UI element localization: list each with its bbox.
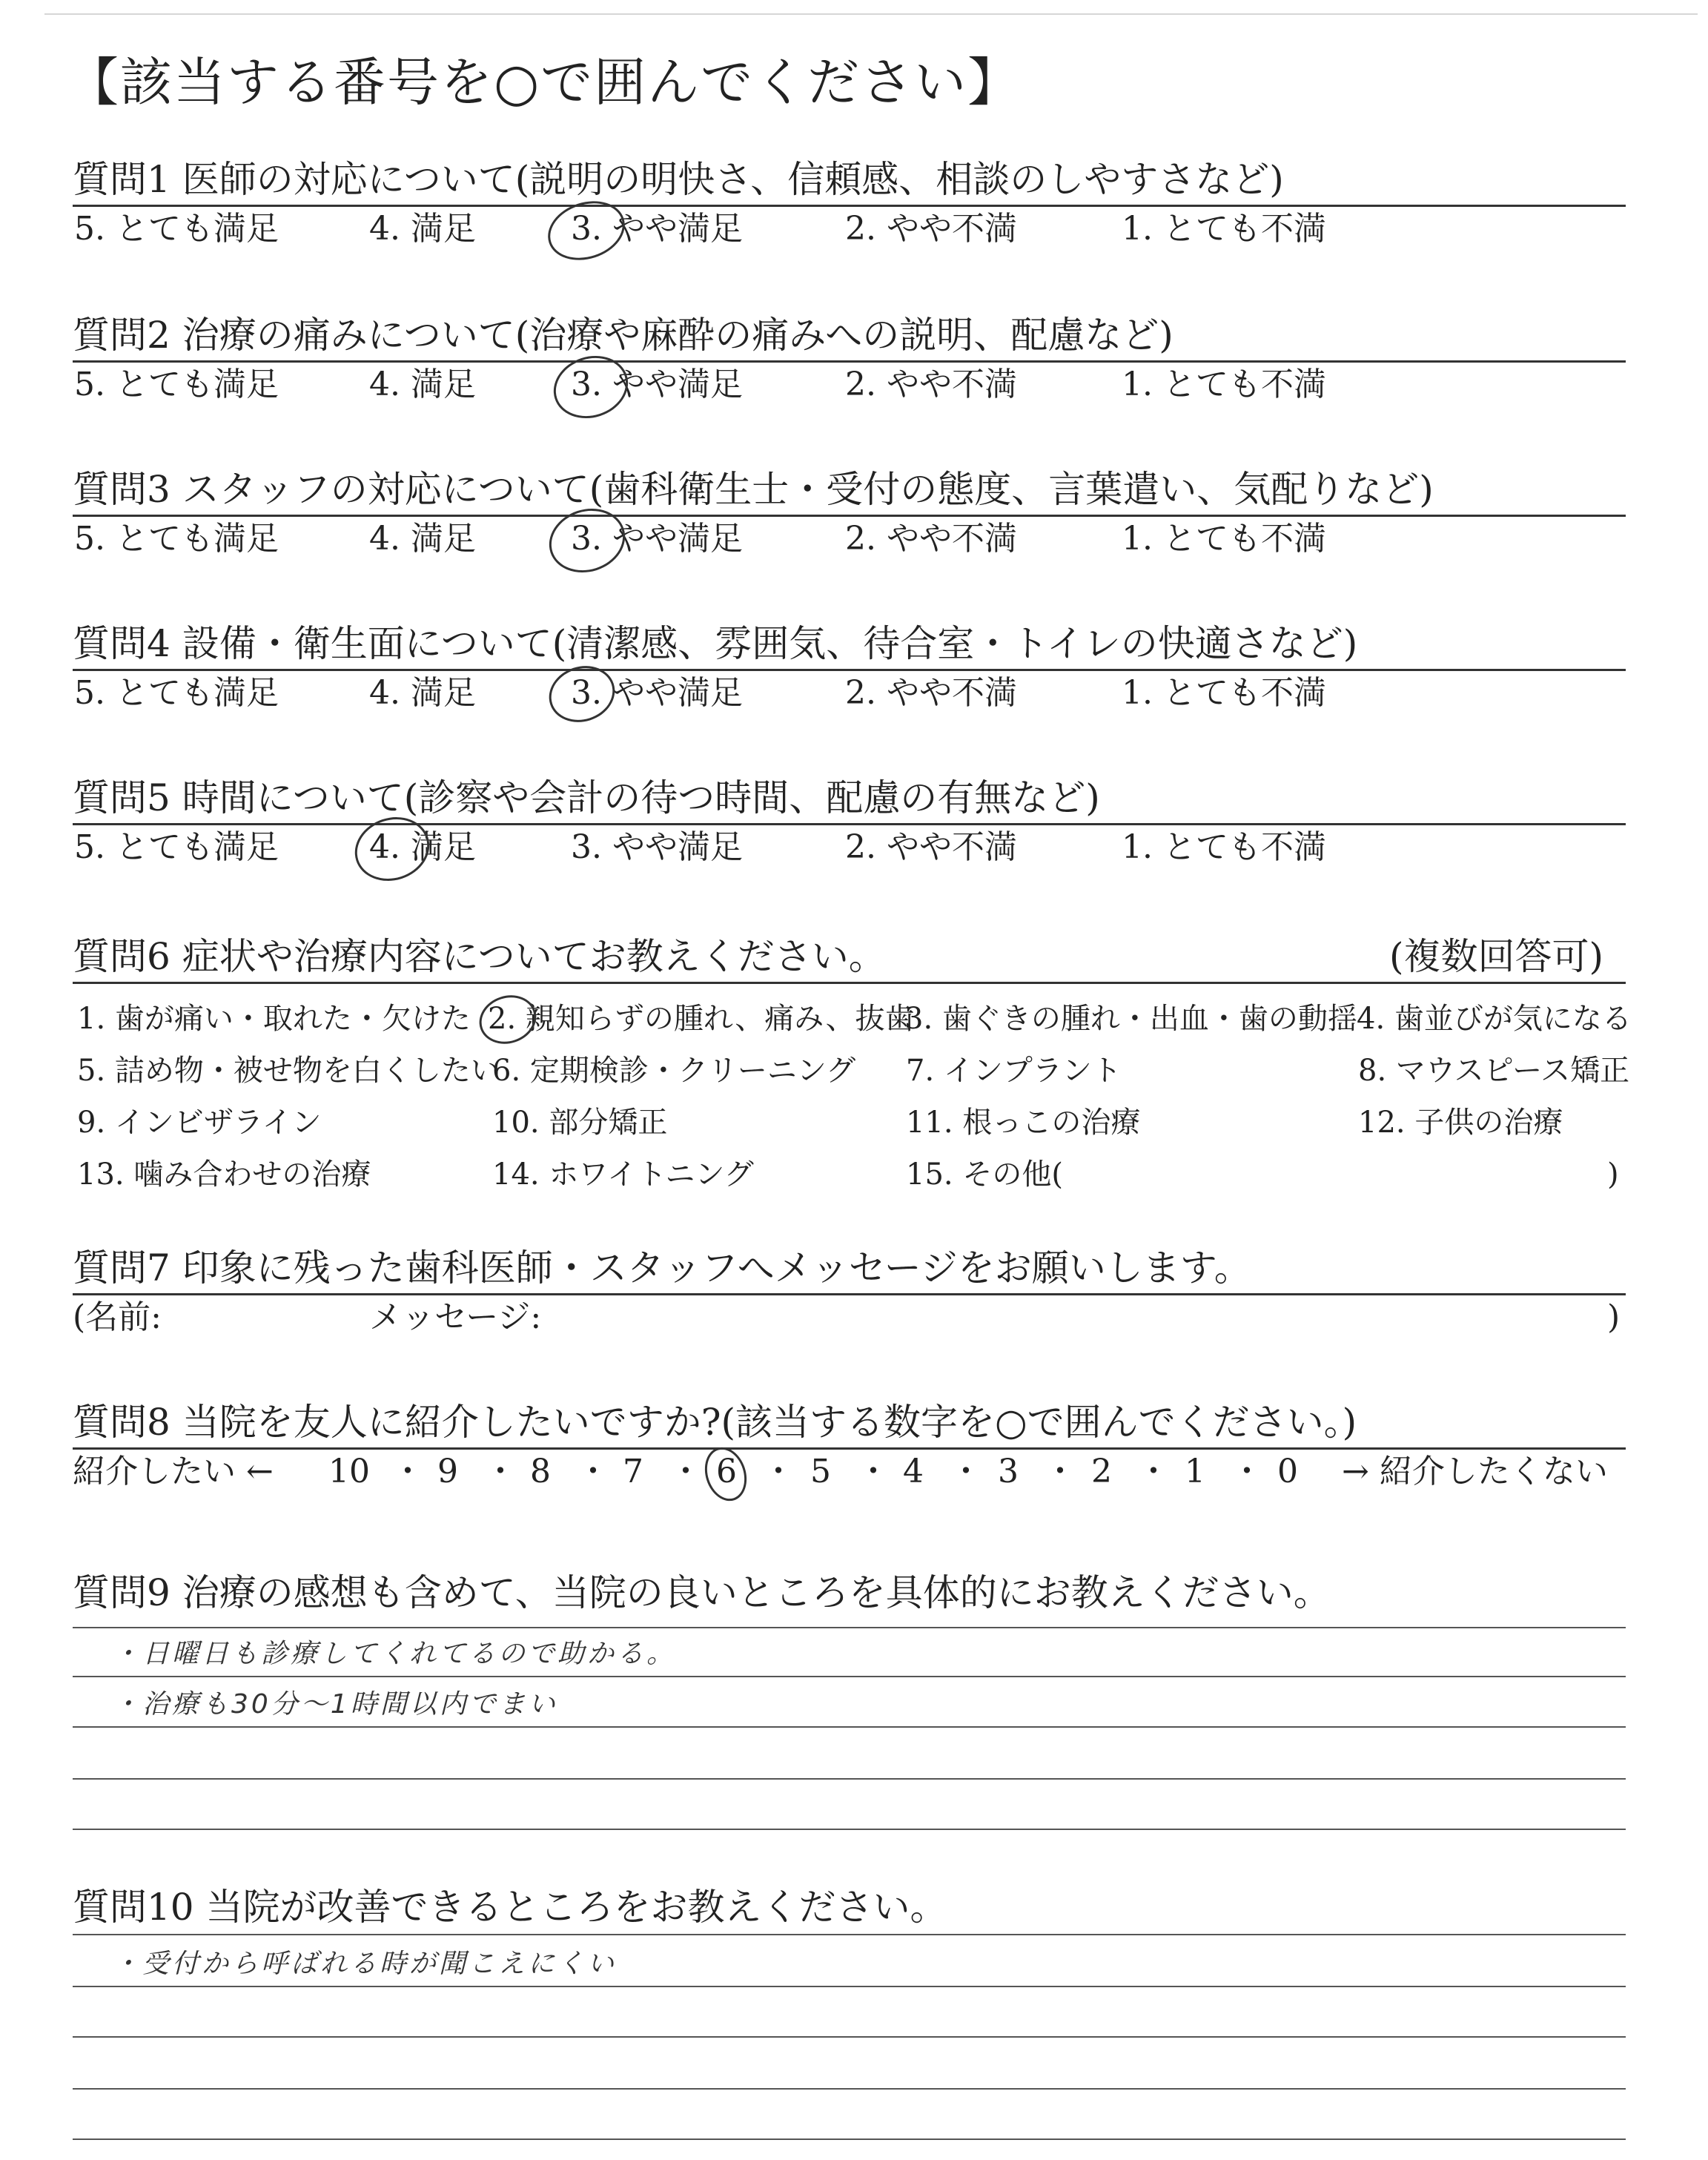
scale-dot: ・: [1044, 1453, 1076, 1490]
question-1: [73, 157, 1626, 251]
option-3[interactable]: 3. やや満足: [571, 828, 743, 866]
question-6-label: 質問6 症状や治療内容についてお教えください。: [73, 935, 886, 978]
question-5-label: 質問5 時間について(診察や会計の待つ時間、配慮の有無など): [73, 776, 1100, 819]
scale-2[interactable]: 2: [1091, 1453, 1112, 1490]
option-1[interactable]: 1. とても不満: [1122, 828, 1326, 866]
option-3[interactable]: 3. やや満足: [571, 366, 743, 403]
question-7-label: 質問7 印象に残った歯科医師・スタッフへメッセージをお願いします。: [73, 1246, 1251, 1289]
answer-line: [73, 2036, 1626, 2038]
treatment-option[interactable]: 3. 歯ぐきの腫れ・出血・歯の動揺: [904, 1002, 1357, 1036]
treatment-option[interactable]: 11. 根っこの治療: [906, 1106, 1141, 1140]
question-9: [73, 1571, 1626, 1615]
treatment-option[interactable]: 5. 詰め物・被せ物を白くしたい: [77, 1054, 500, 1088]
scale-0[interactable]: 0: [1277, 1453, 1298, 1490]
question-1-label: 質問1 医師の対応について(説明の明快さ、信頼感、相談のしやすさなど): [73, 158, 1284, 201]
answer-line: [73, 1627, 1626, 1628]
question-4-label: 質問4 設備・衛生面について(清潔感、雰囲気、待合室・トイレの快適さなど): [73, 622, 1358, 665]
treatment-option[interactable]: 2. 親知らずの腫れ、痛み、抜歯: [488, 1002, 915, 1036]
scale-dot: ・: [950, 1453, 982, 1490]
option-4[interactable]: 4. 満足: [369, 828, 476, 866]
multiple-answers-note: (複数回答可): [1388, 935, 1603, 978]
option-2[interactable]: 2. やや不満: [845, 674, 1017, 712]
treatment-option[interactable]: 9. インビザライン: [77, 1106, 322, 1140]
question-8: [73, 1400, 1626, 1494]
question-4-options: [73, 671, 1626, 716]
scale-dot: ・: [577, 1453, 609, 1490]
treatment-option[interactable]: 7. インプラント: [906, 1054, 1122, 1088]
question-2-options: [73, 363, 1626, 407]
page-title: 【該当する番号を○で囲んでください】: [67, 52, 1022, 113]
scale-dot: ・: [762, 1453, 795, 1490]
treatment-option-other[interactable]: 15. その他(: [906, 1157, 1063, 1192]
scale-dot: ・: [857, 1453, 890, 1490]
question-6: [73, 934, 1632, 1199]
option-2[interactable]: 2. やや不満: [845, 366, 1017, 403]
option-3[interactable]: 3. やや満足: [571, 520, 743, 558]
question-3: [73, 467, 1626, 561]
question-6-header: [73, 934, 1626, 979]
selection-circle: [347, 807, 438, 890]
question-2-label: 質問2 治療の痛みについて(治療や麻酔の痛みへの説明、配慮など): [73, 314, 1174, 357]
scale-left-label: 紹介したい ←: [73, 1453, 274, 1490]
selection-circle: [546, 346, 636, 428]
answer-line: [73, 2138, 1626, 2140]
scale-9[interactable]: 9: [437, 1453, 458, 1490]
scale-8[interactable]: 8: [530, 1453, 551, 1490]
scale-right-label: → 紹介したくない: [1342, 1453, 1608, 1490]
answer-line: [73, 1934, 1626, 1935]
option-2[interactable]: 2. やや不満: [845, 520, 1017, 558]
option-2[interactable]: 2. やや不満: [845, 210, 1017, 248]
option-5[interactable]: 5. とても満足: [74, 210, 279, 248]
scale-6[interactable]: 6: [716, 1453, 737, 1490]
scale-10[interactable]: 10: [328, 1453, 370, 1490]
message-label: メッセージ:: [369, 1298, 542, 1336]
treatment-option[interactable]: 13. 噛み合わせの治療: [77, 1157, 371, 1192]
treatment-option[interactable]: 1. 歯が痛い・取れた・欠けた: [77, 1002, 471, 1036]
question-10: [73, 1885, 1626, 1929]
option-1[interactable]: 1. とても不満: [1122, 210, 1326, 248]
treatment-option[interactable]: 8. マウスピース矯正: [1358, 1054, 1630, 1088]
selection-circle: [698, 1441, 753, 1506]
answer-line: [73, 1829, 1626, 1830]
option-4[interactable]: 4. 満足: [369, 674, 476, 712]
other-close-paren: ): [1607, 1157, 1619, 1192]
option-5[interactable]: 5. とても満足: [74, 828, 279, 866]
question-9-label: 質問9 治療の感想も含めて、当院の良いところを具体的にお教えください。: [73, 1571, 1331, 1614]
question-3-options: [73, 517, 1626, 561]
top-divider: [44, 13, 1698, 15]
selection-circle: [473, 988, 543, 1051]
question-5: [73, 776, 1626, 870]
name-label: (名前:: [73, 1298, 162, 1336]
option-5[interactable]: 5. とても満足: [74, 366, 279, 403]
scale-3[interactable]: 3: [998, 1453, 1019, 1490]
option-4[interactable]: 4. 満足: [369, 210, 476, 248]
answer-line: [73, 1726, 1626, 1728]
option-1[interactable]: 1. とても不満: [1122, 674, 1326, 712]
option-1[interactable]: 1. とても不満: [1122, 366, 1326, 403]
question-7-fields: [73, 1295, 1626, 1340]
answer-line: [73, 1778, 1626, 1780]
question-2: [73, 313, 1626, 407]
scale-dot: ・: [484, 1453, 517, 1490]
scale-5[interactable]: 5: [810, 1453, 831, 1490]
question-4: [73, 621, 1626, 716]
scale-7[interactable]: 7: [623, 1453, 643, 1490]
scale-1[interactable]: 1: [1185, 1453, 1205, 1490]
option-4[interactable]: 4. 満足: [369, 520, 476, 558]
answer-line: [73, 2088, 1626, 2090]
option-4[interactable]: 4. 満足: [369, 366, 476, 403]
question-7: [73, 1246, 1626, 1340]
handwritten-answer: ・受付から呼ばれる時が聞こえにくい: [113, 1949, 618, 1979]
question-3-label: 質問3 スタッフの対応について(歯科衛生士・受付の態度、言葉遣い、気配りなど): [73, 468, 1434, 511]
treatment-option[interactable]: 6. 定期検診・クリーニング: [492, 1054, 856, 1088]
scale-dot: ・: [391, 1453, 424, 1490]
option-2[interactable]: 2. やや不満: [845, 828, 1017, 866]
scale-dot: ・: [1231, 1453, 1263, 1490]
treatment-option[interactable]: 12. 子供の治療: [1358, 1106, 1563, 1140]
option-1[interactable]: 1. とても不満: [1122, 520, 1326, 558]
question-6-options: [73, 984, 1632, 1199]
question-5-options: [73, 825, 1626, 870]
recommend-scale: [73, 1450, 1626, 1494]
answer-line: [73, 1986, 1626, 1987]
option-3[interactable]: 3. やや満足: [571, 674, 743, 712]
selection-circle: [540, 191, 632, 269]
scale-4[interactable]: 4: [903, 1453, 924, 1490]
scale-dot: ・: [1137, 1453, 1170, 1490]
option-5[interactable]: 5. とても満足: [74, 674, 279, 712]
option-5[interactable]: 5. とても満足: [74, 520, 279, 558]
handwritten-answer: ・日曜日も診療してくれてるので助かる。: [113, 1639, 677, 1669]
scale-dot: ・: [669, 1453, 702, 1490]
question-10-label: 質問10 当院が改善できるところをお教えください。: [73, 1886, 947, 1929]
treatment-option[interactable]: 4. 歯並びが気になる: [1357, 1002, 1632, 1036]
answer-line: [73, 1676, 1626, 1677]
question-8-label: 質問8 当院を友人に紹介したいですか?(該当する数字を○で囲んでください。): [73, 1401, 1357, 1444]
message-close-paren: ): [1607, 1298, 1621, 1336]
handwritten-answer: ・治療も30分〜1時間以内でまい: [113, 1689, 558, 1720]
question-1-options: [73, 207, 1626, 251]
treatment-option[interactable]: 10. 部分矯正: [492, 1106, 668, 1140]
treatment-option[interactable]: 14. ホワイトニング: [492, 1157, 754, 1192]
option-3[interactable]: 3. やや満足: [571, 210, 743, 248]
